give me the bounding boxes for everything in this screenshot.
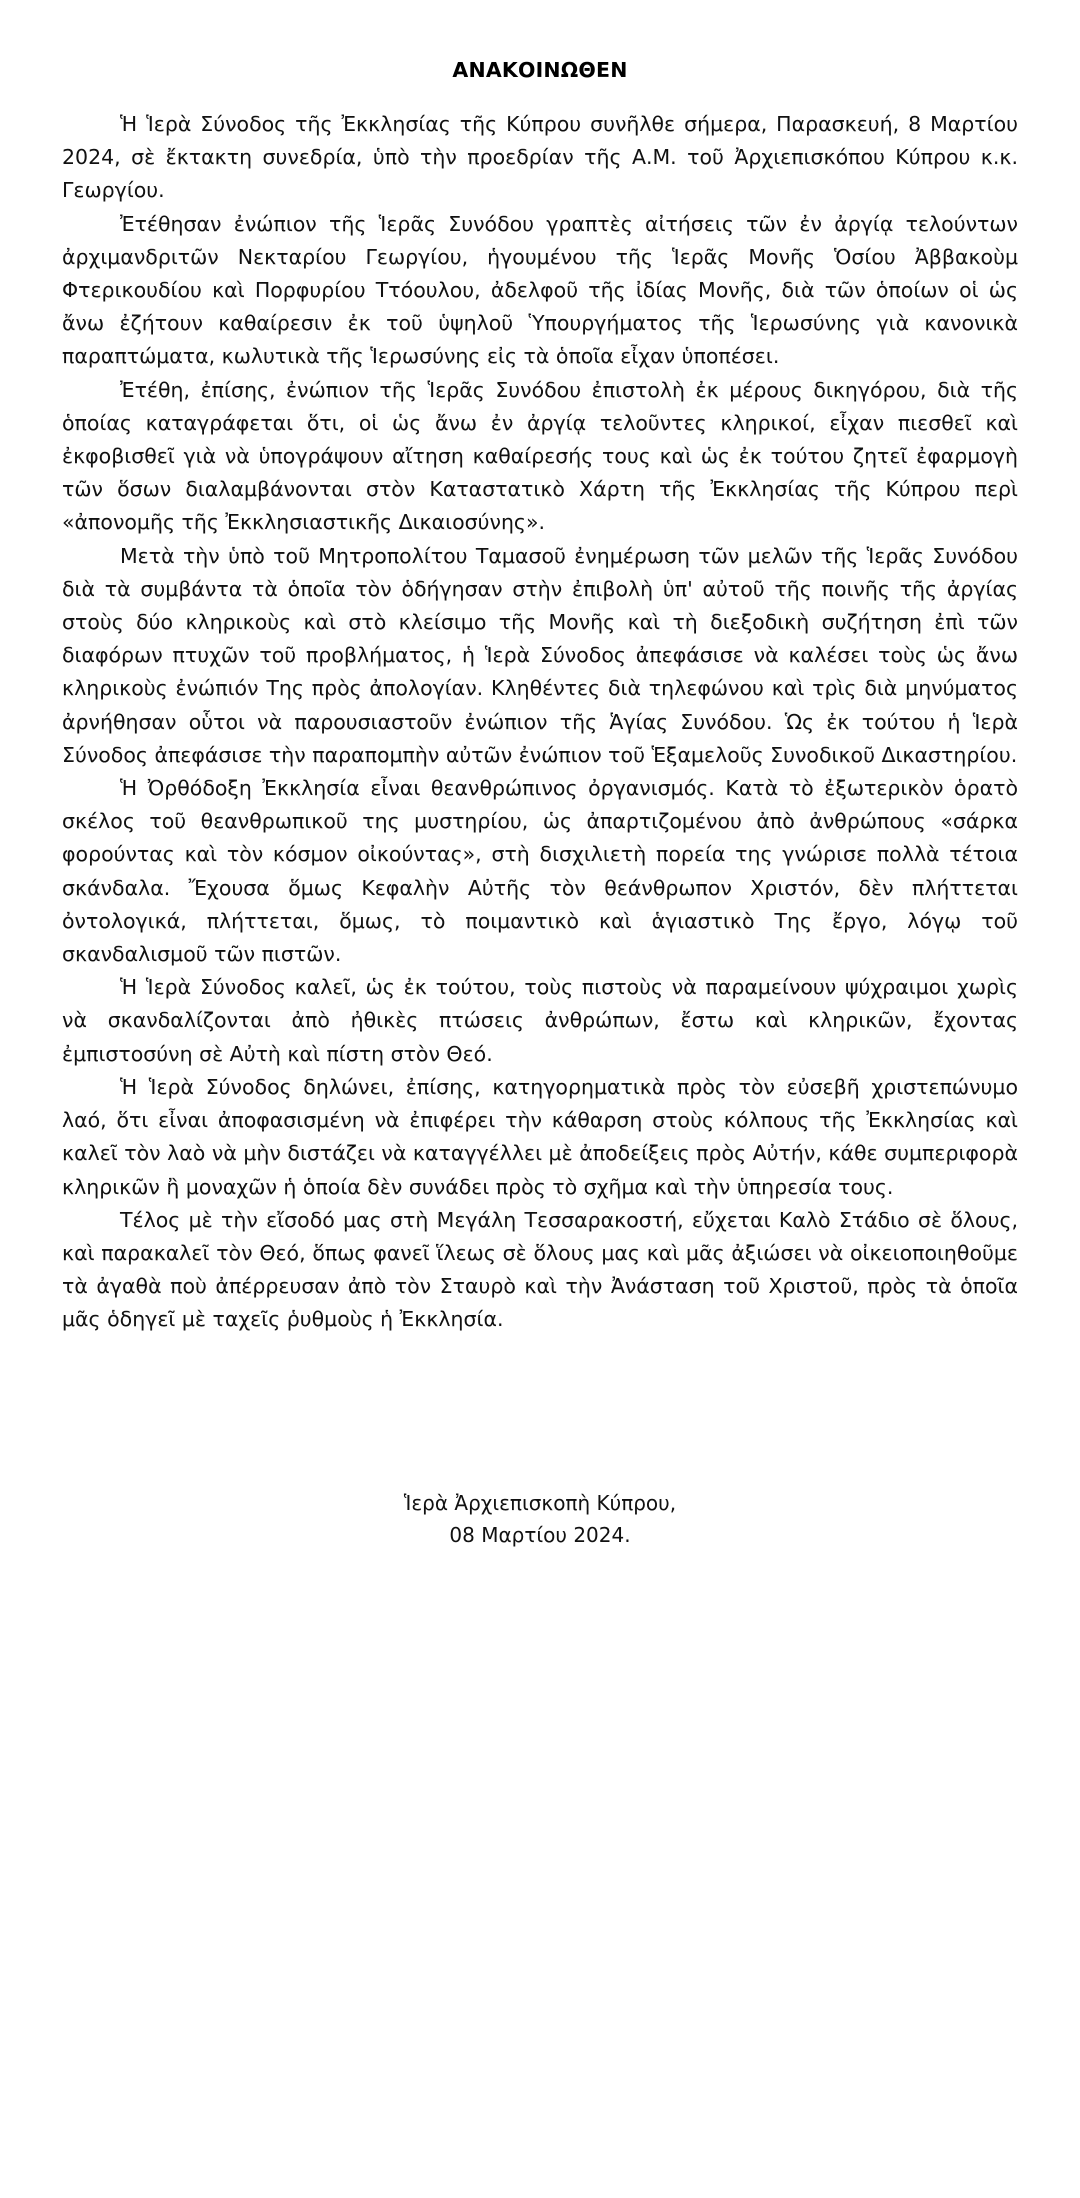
page-title: ΑΝΑΚΟΙΝΩΘΕΝ xyxy=(452,58,628,82)
paragraph: Μετὰ τὴν ὑπὸ τοῦ Μητροπολίτου Ταμασοῦ ἐνημέρωση τῶν μελῶν τῆς Ἱερᾶς Συνόδου διὰ τὰ συμβάντα τὰ ὁποῖα τὸν ὁδήγησαν στὴν ἐπιβολὴ ὑπ' αὐτοῦ τῆς ποινῆς τῆς ἀργίας στοὺς δύο κληρικοὺς καὶ στὸ κλείσιμο τῆς Μονῆς καὶ τὴ διεξοδικὴ συζήτηση ἐπὶ τῶν διαφόρων πτυχῶν τοῦ προβλήματος, ἡ Ἱερὰ Σύνοδος ἀπεφάσισε νὰ καλέσει τοὺς ὡς ἄνω κληρικοὺς ἐνώπιόν Της πρὸς ἀπολογίαν. Κληθέντες διὰ τηλεφώνου καὶ τρὶς διὰ μηνύματος ἀρνήθησαν οὗτοι νὰ παρουσιαστοῦν ἐνώπιον τῆς Ἁγίας Συνόδου. Ὡς ἐκ τούτου ἡ Ἱερὰ Σύνοδος ἀπεφάσισε τὴν παραπομπὴν αὐτῶν ἐνώπιον τοῦ Ἑξαμελοῦς Συνοδικοῦ Δικαστηρίου. xyxy=(62,543,1018,767)
document-body xyxy=(62,108,1018,1337)
signature-date: 08 Μαρτίου 2024. xyxy=(449,1522,631,1547)
paragraph: Ἡ Ὀρθόδοξη Ἐκκλησία εἶναι θεανθρώπινος ὀργανισμός. Κατὰ τὸ ἐξωτερικὸν ὁρατὸ σκέλος τοῦ θεανθρωπικοῦ της μυστηρίου, ὡς ἀπαρτιζομένου ἀπὸ ἀνθρώπους «σάρκα φορούντας καὶ τὸν κόσμον οἰκούντας», στὴ δισχιλιετὴ πορεία της γνώρισε πολλὰ τέτοια σκάνδαλα. Ἔχουσα ὅμως Κεφαλὴν Αὐτῆς τὸν θεάνθρωπον Χριστόν, δὲν πλήττεται ὀντολογικά, πλήττεται, ὅμως, τὸ ποιμαντικὸ καὶ ἁγιαστικὸ Της ἔργο, λόγῳ τοῦ σκανδαλισμοῦ τῶν πιστῶν. xyxy=(62,776,1018,967)
paragraph: Τέλος μὲ τὴν εἴσοδό μας στὴ Μεγάλη Τεσσαρακοστή, εὔχεται Καλὸ Στάδιο σὲ ὅλους, καὶ παρακαλεῖ τὸν Θεό, ὅπως φανεῖ ἵλεως σὲ ὅλους μας καὶ μᾶς ἀξιώσει νὰ οἰκειοποιηθοῦμε τὰ ἀγαθὰ ποὺ ἀπέρρευσαν ἀπὸ τὸν Σταυρὸ καὶ τὴν Ἀνάσταση τοῦ Χριστοῦ, πρὸς τὰ ὁποῖα μᾶς ὁδηγεῖ μὲ ταχεῖς ῥυθμοὺς ἡ Ἐκκλησία. xyxy=(62,1207,1018,1332)
signature-place: Ἱερὰ Ἀρχιεπισκοπὴ Κύπρου, xyxy=(403,1490,677,1515)
paragraph: Ἡ Ἱερὰ Σύνοδος δηλώνει, ἐπίσης, κατηγορηματικὰ πρὸς τὸν εὐσεβῆ χριστεπώνυμο λαό, ὅτι εἶναι ἀποφασισμένη νὰ ἐπιφέρει τὴν κάθαρση στοὺς κόλπους τῆς Ἐκκλησίας καὶ καλεῖ τὸν λαὸ νὰ μὴν διστάζει νὰ καταγγέλλει μὲ ἀποδείξεις πρὸς Αὐτήν, κάθε συμπεριφορὰ κληρικῶν ἢ μοναχῶν ἡ ὁποία δὲν συνάδει πρὸς τὸ σχῆμα καὶ τὴν ὑπηρεσία τους. xyxy=(62,1074,1018,1199)
paragraph: Ἐτέθησαν ἐνώπιον τῆς Ἱερᾶς Συνόδου γραπτὲς αἰτήσεις τῶν ἐν ἀργίᾳ τελούντων ἀρχιμανδριτῶν Νεκταρίου Γεωργίου, ἡγουμένου τῆς Ἱερᾶς Μονῆς Ὁσίου Ἀββακοὺμ Φτερικουδίου καὶ Πορφυρίου Ττόουλου, ἀδελφοῦ τῆς ἰδίας Μονῆς, διὰ τῶν ὁποίων οἱ ὡς ἄνω ἐζήτουν καθαίρεσιν ἐκ τοῦ ὑψηλοῦ Ὑπουργήματος τῆς Ἱερωσύνης γιὰ κανονικὰ παραπτώματα, κωλυτικὰ τῆς Ἱερωσύνης εἰς τὰ ὁποῖα εἶχαν ὑποπέσει. xyxy=(62,211,1018,369)
paragraph: Ἡ Ἱερὰ Σύνοδος τῆς Ἐκκλησίας τῆς Κύπρου συνῆλθε σήμερα, Παρασκευή, 8 Μαρτίου 2024, σὲ ἔκτακτη συνεδρία, ὑπὸ τὴν προεδρίαν τῆς Α.Μ. τοῦ Ἀρχιεπισκόπου Κύπρου κ.κ. Γεωργίου. xyxy=(62,112,1018,203)
signature-block xyxy=(62,1487,1018,1551)
paragraph: Ἐτέθη, ἐπίσης, ἐνώπιον τῆς Ἱερᾶς Συνόδου ἐπιστολὴ ἐκ μέρους δικηγόρου, διὰ τῆς ὁποίας καταγράφεται ὅτι, οἱ ὡς ἄνω ἐν ἀργίᾳ τελοῦντες κληρικοί, εἶχαν πιεσθεῖ καὶ ἐκφοβισθεῖ γιὰ νὰ ὑπογράψουν αἴτηση καθαίρεσής τους καὶ ὡς ἐκ τούτου ζητεῖ ἐφαρμογὴ τῶν ὅσων διαλαμβάνονται στὸν Καταστατικὸ Χάρτη τῆς Ἐκκλησίας τῆς Κύπρου περὶ «ἀπονομῆς τῆς Ἐκκλησιαστικῆς Δικαιοσύνης». xyxy=(62,377,1018,535)
paragraph: Ἡ Ἱερὰ Σύνοδος καλεῖ, ὡς ἐκ τούτου, τοὺς πιστοὺς νὰ παραμείνουν ψύχραιμοι χωρὶς νὰ σκανδαλίζονται ἀπὸ ἠθικὲς πτώσεις ἀνθρώπων, ἔστω καὶ κληρικῶν, ἔχοντας ἐμπιστοσύνη σὲ Αὐτὴ καὶ πίστη στὸν Θεό. xyxy=(62,975,1018,1066)
